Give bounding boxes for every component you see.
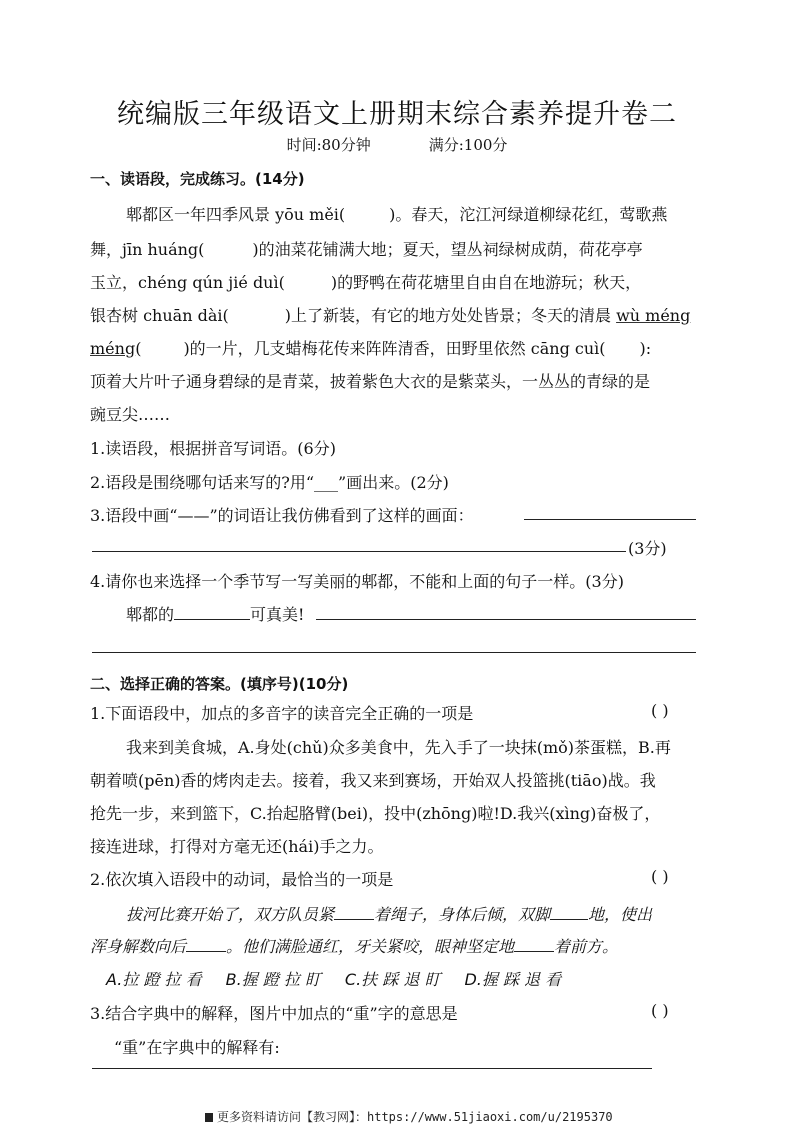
s1-question-3-score: (3分) [628,539,667,558]
passage-line-3: 玉立，chéng qún jié duì( )的野鸭在荷花塘里自由自在地游玩；秋天， [90,273,642,292]
s1-question-4-prompt: 郫都的 可真美! [126,605,305,624]
answer-paren[interactable]: ( ) [651,1001,669,1020]
passage-line-4: 银杏树 chuān dài( )上了新装，有它的地方处处皆景；冬天的清晨 wù méng [90,306,691,325]
s1-question-1: 1.读语段，根据拼音写词语。(6分) [90,439,336,458]
page-title: 统编版三年级语文上册期末综合素养提升卷二 [117,99,677,130]
answer-line[interactable] [524,519,696,520]
exam-time: 时间:80分钟 [286,136,371,154]
exam-score: 满分:100分 [428,136,508,154]
passage-line-2: 舞，jīn huáng( )的油菜花铺满大地；夏天，望丛祠绿树成荫，荷花亭亭 [90,240,643,259]
divider [92,1068,652,1069]
footer-link[interactable]: 更多资料请访问【教习网】：https://www.51jiaoxi.com/u/2195370 [205,1108,613,1125]
s2-q1-line-4: 接连进球，打得对方毫无还(hái)手之力。 [90,837,384,856]
s2-q1-line-2: 朝着喷(pēn)香的烤肉走去。接着，我又来到赛场，开始双人投篮挑(tiāo)战。我 [90,771,656,790]
answer-blank[interactable] [550,919,588,920]
choice-d[interactable]: D.握 踩 退 看 [464,970,562,989]
s2-question-1: 1.下面语段中，加点的多音字的读音完全正确的一项是 [90,704,474,723]
choice-c[interactable]: C.扶 踩 退 盯 [344,970,441,989]
choice-a[interactable]: A.拉 蹬 拉 看 [106,970,202,989]
answer-blank[interactable] [174,618,250,620]
answer-blank[interactable] [186,951,226,952]
answer-line[interactable] [92,551,626,552]
s2-q3-line-1: “重”在字典中的解释有: [114,1038,280,1057]
choice-b[interactable]: B.握 蹬 拉 盯 [225,970,321,989]
answer-blank[interactable] [514,951,554,952]
answer-blank[interactable] [334,919,374,920]
s2-q2-line-2: 浑身解数向后 。他们满脸通红，牙关紧咬，眼神坚定地 着前方。 [90,937,619,956]
passage-line-6: 顶着大片叶子通身碧绿的是青菜，披着紫色大衣的是紫菜头，一丛丛的青绿的是 [90,372,651,391]
s2-q1-line-3: 抢先一步，来到篮下，C.抬起胳臂(bei)，投中(zhōng)啦!D.我兴(xìng)奋极了， [90,804,661,823]
s2-q2-line-1: 拔河比赛开始了，双方队员紧 着绳子，身体后倾，双脚 地，使出 [126,905,653,924]
s2-q2-choices [106,967,585,990]
answer-line[interactable] [316,619,696,620]
answer-paren[interactable]: ( ) [651,867,669,886]
s2-q1-line-1: 我来到美食城，A.身处(chǔ)众多美食中，先入手了一块抹(mǒ)茶蛋糕，B.再 [126,738,671,757]
passage-line-5: méng( )的一片，几支蜡梅花传来阵阵清香，田野里依然 cāng cuì( ): [90,339,652,358]
s2-question-2: 2.依次填入语段中的动词，最恰当的一项是 [90,870,394,889]
flag-icon [205,1113,213,1122]
section2-heading: 二、选择正确的答案。(填序号)(10分) [90,675,349,693]
s2-question-3: 3.结合字典中的解释，图片中加点的“重”字的意思是 [90,1004,458,1023]
s1-question-3: 3.语段中画“——”的词语让我仿佛看到了这样的画面： [90,506,474,525]
passage-line-1: 郫都区一年四季风景 yōu měi( )。春天，沱江河绿道柳绿花红，莺歌燕 [126,205,668,224]
s1-question-2: 2.语段是围绕哪句话来写的?用“___”画出来。(2分) [90,473,449,492]
s1-question-4: 4.请你也来选择一个季节写一写美丽的郫都，不能和上面的句子一样。(3分) [90,572,624,591]
exam-meta [0,134,794,155]
section1-heading: 一、读语段，完成练习。(14分) [90,170,305,188]
passage-line-7: 豌豆尖…… [90,405,171,424]
answer-paren[interactable]: ( ) [651,701,669,720]
answer-line[interactable] [92,652,696,653]
